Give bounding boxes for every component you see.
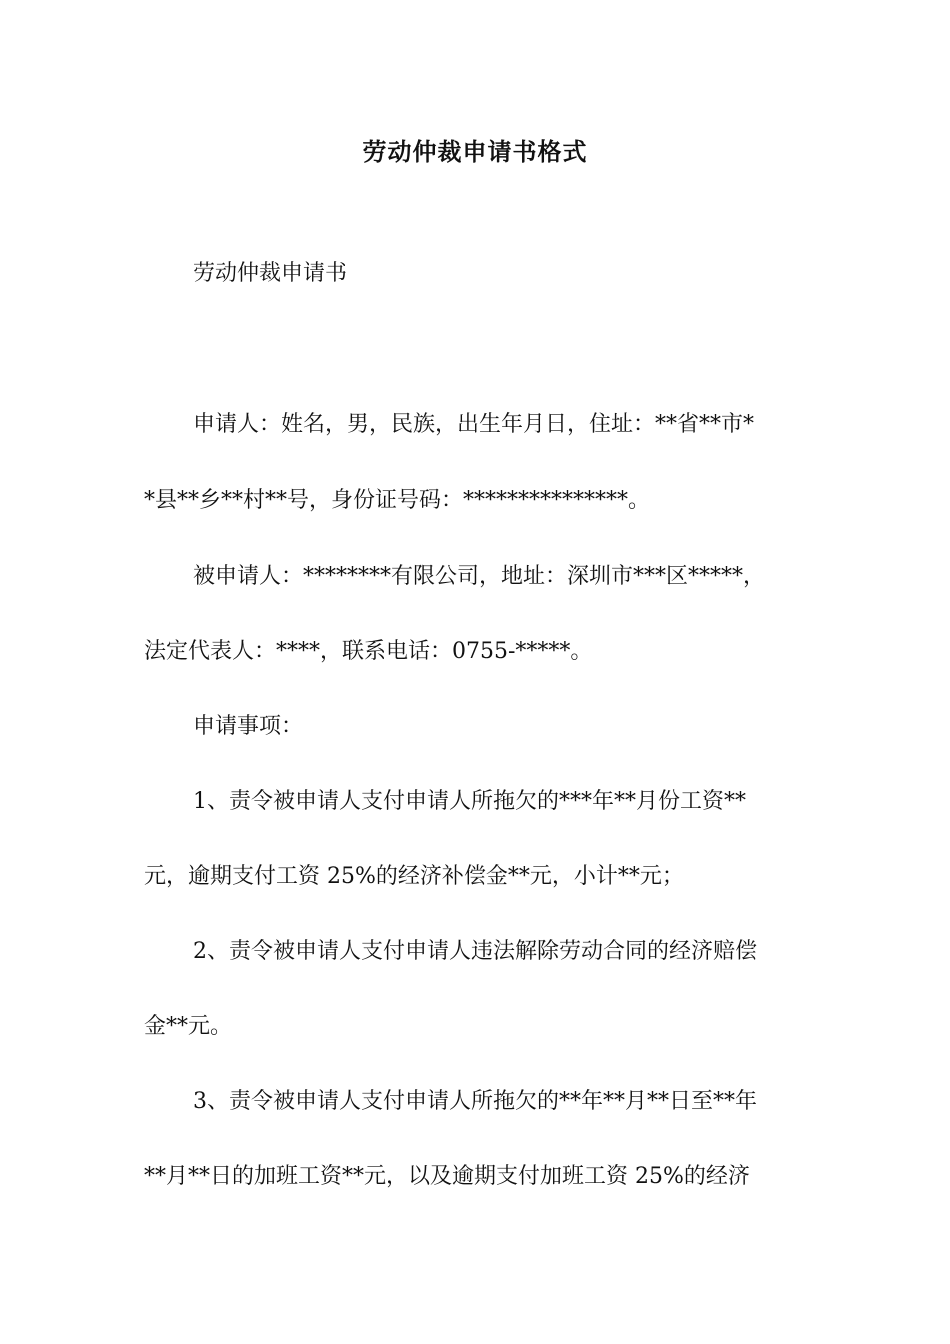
document-title: 劳动仲裁申请书格式 (362, 137, 588, 166)
applicant-line-1: 申请人：姓名，男，民族，出生年月日，住址：**省**市* (193, 412, 755, 437)
claims-heading: 申请事项： (193, 714, 304, 739)
section-heading: 劳动仲裁申请书 (193, 261, 348, 286)
respondent-line-1: 被申请人：********有限公司，地址：深圳市***区*****， (193, 564, 766, 589)
applicant-line-2: *县**乡**村**号，身份证号码：***************。 (144, 488, 651, 513)
claim-2-line-1: 2、责令被申请人支付申请人违法解除劳动合同的经济赔偿 (193, 939, 757, 964)
claim-3-line-1: 3、责令被申请人支付申请人所拖欠的**年**月**日至**年 (193, 1089, 757, 1114)
claim-1-line-1: 1、责令被申请人支付申请人所拖欠的***年**月份工资** (193, 789, 746, 814)
claim-1-line-2: 元，逾期支付工资 25%的经济补偿金**元，小计**元； (144, 864, 684, 889)
respondent-line-2: 法定代表人：****，联系电话：0755-*****。 (144, 639, 593, 664)
claim-2-line-2: 金**元。 (144, 1014, 233, 1039)
claim-3-line-2: **月**日的加班工资**元，以及逾期支付加班工资 25%的经济 (144, 1164, 750, 1189)
